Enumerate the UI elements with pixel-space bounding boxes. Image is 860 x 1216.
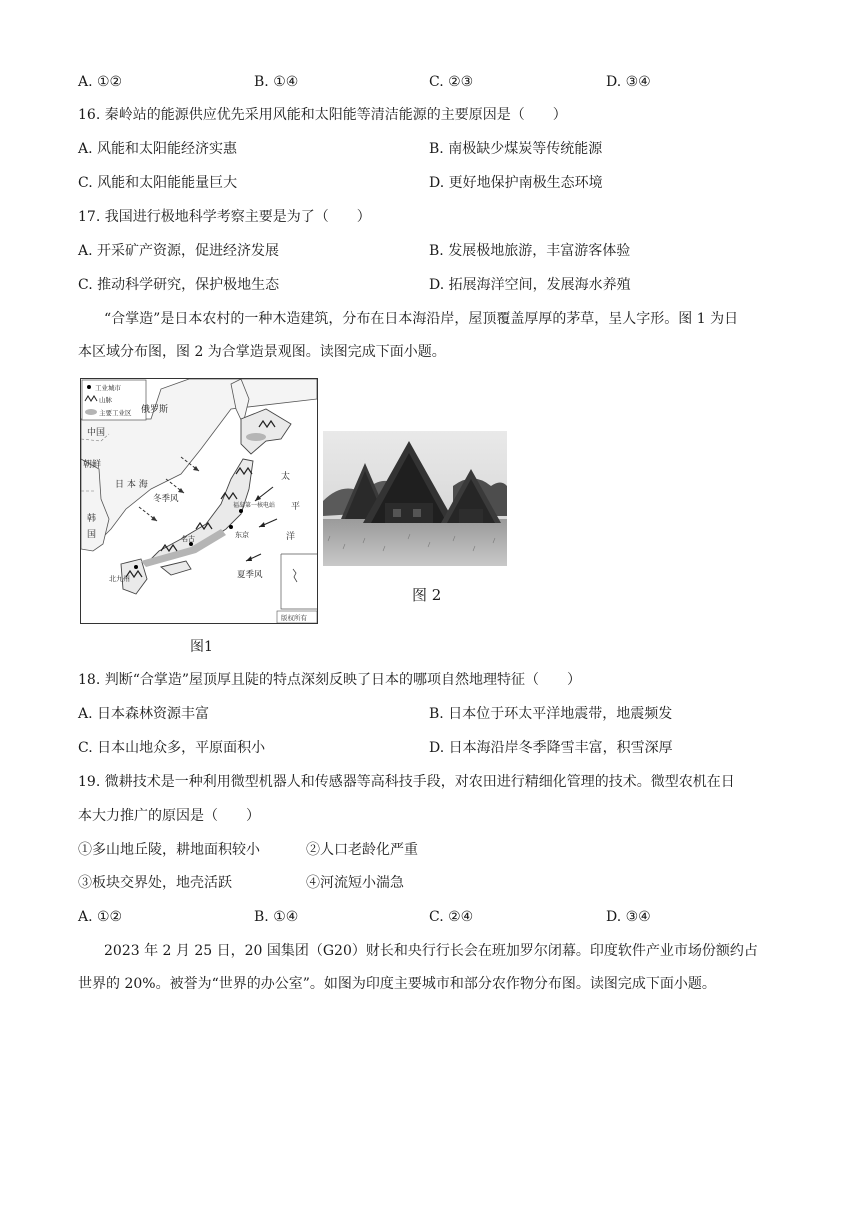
- q18-option-c: C. 日本山地众多，平原面积小: [78, 740, 266, 756]
- label-tokyo: 东京: [235, 531, 249, 539]
- label-fukushima: 福岛第一核电站: [233, 502, 276, 509]
- q18-option-d: D. 日本海沿岸冬季降雪丰富，积雪深厚: [429, 740, 673, 756]
- q19-stem-line1: 19. 微耕技术是一种利用微型机器人和传感器等高科技手段，对农田进行精细化管理的技术。微型农机在日: [78, 774, 735, 790]
- q15-option-a: A. ①②: [78, 74, 123, 90]
- label-winter-wind: 冬季风: [153, 494, 179, 504]
- label-kitakyushu: 北九州: [109, 575, 130, 583]
- q18-option-b: B. 日本位于环太平洋地震带，地震频发: [429, 706, 673, 722]
- q16-option-d: D. 更好地保护南极生态环境: [429, 175, 603, 191]
- label-korea-1: 韩: [87, 514, 97, 524]
- q19-item-2: ②人口老龄化严重: [306, 842, 418, 858]
- label-pacific-3: 洋: [286, 532, 296, 542]
- q17-option-a: A. 开采矿产资源，促进经济发展: [78, 243, 280, 259]
- passage1-line1: “合掌造”是日本农村的一种木造建筑，分布在日本海沿岸，屋顶覆盖厚厚的茅草，呈人字形。图 1 为日: [104, 311, 739, 327]
- passage2-line2: 世界的 20%。被誉为“世界的办公室”。如图为印度主要城市和部分农作物分布图。读图完成下面小题。: [78, 976, 716, 992]
- label-dprk: 朝鲜: [83, 460, 102, 470]
- label-source: 版权所有: [281, 614, 307, 622]
- figure2-photo: [323, 431, 507, 566]
- q19-item-4: ④河流短小湍急: [306, 875, 404, 891]
- legend-industrial-city: 工业城市: [95, 384, 121, 392]
- q16-stem: 16. 秦岭站的能源供应优先采用风能和太阳能等清洁能源的主要原因是（ ）: [78, 107, 567, 123]
- q16-option-a: A. 风能和太阳能经济实惠: [78, 141, 238, 157]
- figure2-caption: 图 2: [412, 586, 442, 604]
- q15-option-c: C. ②③: [429, 74, 474, 90]
- q17-option-d: D. 拓展海洋空间，发展海水养殖: [429, 277, 631, 293]
- q17-stem: 17. 我国进行极地科学考察主要是为了（ ）: [78, 209, 371, 225]
- legend-mountain: 山脉: [99, 396, 112, 404]
- label-russia: 俄罗斯: [141, 405, 169, 415]
- label-pacific-2: 平: [291, 502, 301, 512]
- q18-option-a: A. 日本森林资源丰富: [78, 706, 210, 722]
- q18-stem: 18. 判断“合掌造”屋顶厚且陡的特点深刻反映了日本的哪项自然地理特征（ ）: [78, 672, 582, 688]
- q19-option-b: B. ①④: [254, 909, 299, 925]
- q15-option-d: D. ③④: [606, 74, 651, 90]
- q16-option-c: C. 风能和太阳能能量巨大: [78, 175, 238, 191]
- label-sea-of-japan: 日 本 海: [115, 480, 148, 490]
- passage2-line1: 2023 年 2 月 25 日，20 国集团（G20）财长和央行行长会在班加罗尔闭幕。印度软件产业市场份额约占: [104, 943, 758, 959]
- q15-option-b: B. ①④: [254, 74, 299, 90]
- label-pacific-1: 太: [281, 472, 291, 482]
- passage1-line2: 本区域分布图，图 2 为合掌造景观图。读图完成下面小题。: [78, 344, 446, 360]
- q19-item-3: ③板块交界处，地壳活跃: [78, 875, 232, 891]
- q17-option-b: B. 发展极地旅游，丰富游客体验: [429, 243, 631, 259]
- figure1-map: [80, 378, 318, 624]
- q19-item-1: ①多山地丘陵，耕地面积较小: [78, 842, 260, 858]
- q19-option-d: D. ③④: [606, 909, 651, 925]
- q19-stem-line2: 本大力推广的原因是（ ）: [78, 808, 260, 824]
- q19-option-c: C. ②④: [429, 909, 474, 925]
- legend-industrial-zone: 主要工业区: [99, 409, 132, 417]
- label-summer-wind: 夏季风: [237, 570, 263, 580]
- q16-option-b: B. 南极缺少煤炭等传统能源: [429, 141, 603, 157]
- q19-option-a: A. ①②: [78, 909, 123, 925]
- label-nagoya: 名古: [181, 535, 195, 543]
- figure1-caption: 图1: [190, 639, 213, 655]
- q17-option-c: C. 推动科学研究，保护极地生态: [78, 277, 280, 293]
- label-china: 中国: [87, 428, 106, 438]
- label-korea-2: 国: [87, 530, 97, 540]
